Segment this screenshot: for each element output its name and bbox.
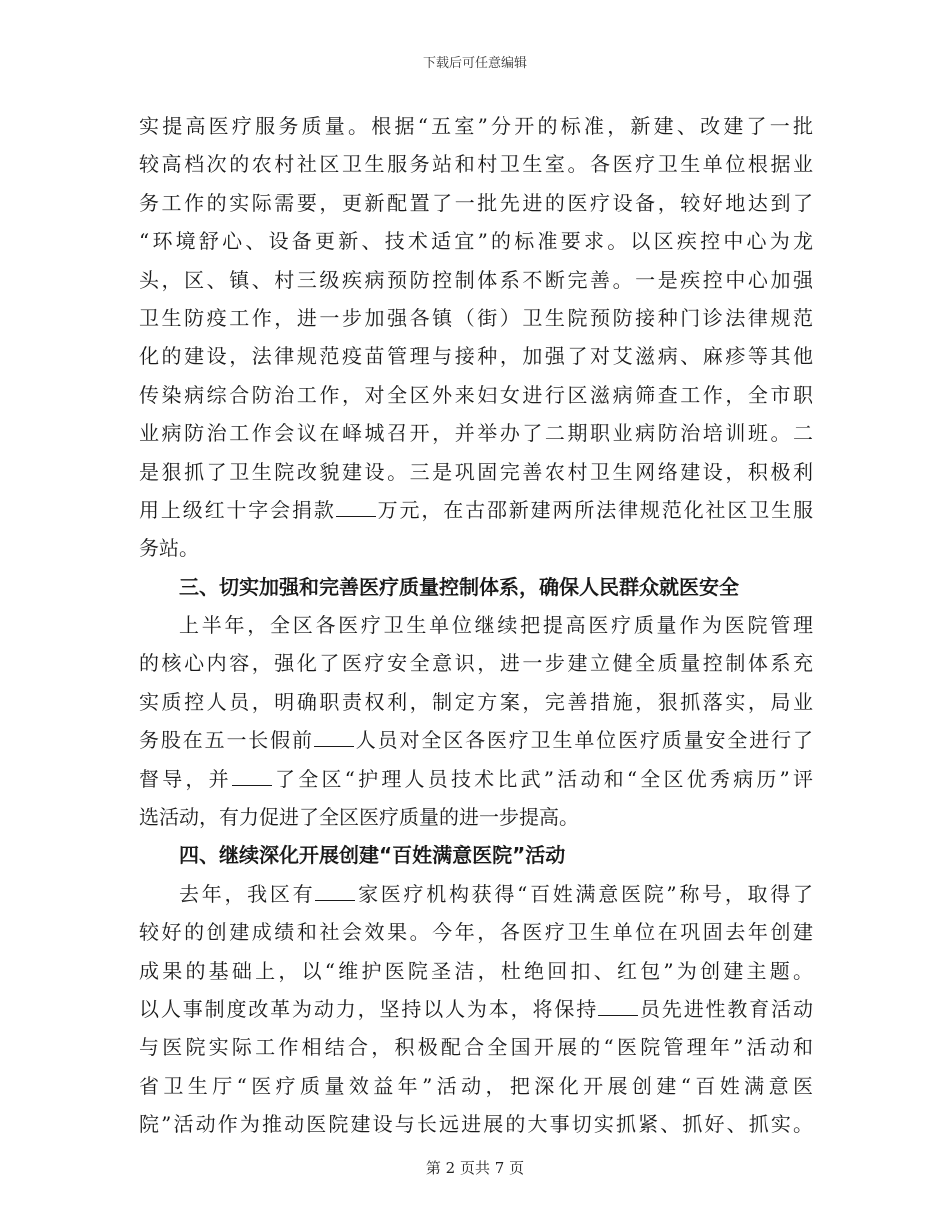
text-segment: 员先进性教育活动 <box>638 996 814 1021</box>
paragraph-line: 上半年，全区各医疗卫生单位继续把提高医疗质量作为医院管理 <box>179 613 813 638</box>
text-segment: 万元，在古邵新建两所法律规范化社区卫生服 <box>375 497 814 522</box>
fill-in-blank <box>315 880 355 901</box>
paragraph-line: 院”活动作为推动医院建设与长远进展的大事切实抓紧、抓好、抓实。 <box>139 1112 813 1137</box>
paragraph-line <box>139 491 813 529</box>
text-segment: 以人事制度改革为动力，坚持以人为本，将保持 <box>139 996 599 1021</box>
section-heading-3: 三、切实加强和完善医疗质量控制体系，确保人民群众就医安全 <box>179 574 739 599</box>
paragraph-line: “环境舒心、设备更新、技术适宜”的标准要求。以区疾控中心为龙 <box>139 229 813 254</box>
page-footer: 第 2 页共 7 页 <box>425 1159 525 1177</box>
text-segment: 用上级红十字会捐款 <box>139 497 336 522</box>
fill-in-blank <box>232 765 272 786</box>
text-segment: 去年，我区有 <box>179 881 316 906</box>
fill-in-blank <box>598 995 638 1016</box>
paragraph-line: 是狠抓了卫生院改貌建设。三是巩固完善农村卫生网络建设，积极利 <box>139 459 813 484</box>
paragraph-line: 较高档次的农村社区卫生服务站和村卫生室。各医疗卫生单位根据业 <box>139 152 813 177</box>
paragraph-line: 选活动，有力促进了全区医疗质量的进一步提高。 <box>139 805 579 830</box>
paragraph-line: 传染病综合防治工作，对全区外来妇女进行区滋病筛查工作，全市职 <box>139 382 813 407</box>
paragraph-line: 省卫生厅“医疗质量效益年”活动，把深化开展创建“百姓满意医 <box>139 1073 813 1098</box>
fill-in-blank <box>336 496 376 517</box>
paragraph-line: 实提高医疗服务质量。根据“五室”分开的标准，新建、改建了一批 <box>139 114 813 138</box>
paragraph-line: 头，区、镇、村三级疾病预防控制体系不断完善。一是疾控中心加强 <box>139 267 813 292</box>
paragraph-line: 较好的创建成绩和社会效果。今年，各医疗卫生单位在巩固去年创建 <box>139 920 813 945</box>
document-body <box>139 107 813 1144</box>
paragraph-line: 业病防治工作会议在峄城召开，并举办了二期职业病防治培训班。二 <box>139 421 813 446</box>
paragraph-line: 成果的基础上，以“维护医院圣洁，杜绝回扣、红包”为创建主题。 <box>139 958 813 983</box>
paragraph-line: 的核心内容，强化了医疗安全意识，进一步建立健全质量控制体系充 <box>139 651 813 676</box>
paragraph-line <box>139 760 813 798</box>
paragraph-line: 实质控人员，明确职责权利，制定方案，完善措施，狠抓落实，局业 <box>139 689 813 714</box>
text-segment: 了全区“护理人员技术比武”活动和“全区优秀病历”评 <box>271 766 813 791</box>
paragraph-line <box>139 875 813 913</box>
paragraph-line: 务站。 <box>139 536 199 561</box>
paragraph-line: 与医院实际工作相结合，积极配合全国开展的“医院管理年”活动和 <box>139 1035 813 1060</box>
paragraph-line: 务工作的实际需要，更新配置了一批先进的医疗设备，较好地达到了 <box>139 190 813 215</box>
text-segment: 人员对全区各医疗卫生单位医疗质量安全进行了 <box>353 728 814 753</box>
section-heading-4: 四、继续深化开展创建“百姓满意医院”活动 <box>179 843 566 868</box>
page-header: 下载后可任意编辑 <box>422 56 527 71</box>
text-segment: 务股在五一长假前 <box>139 728 314 753</box>
paragraph-line <box>139 721 813 759</box>
fill-in-blank <box>314 726 354 747</box>
text-segment: 督导，并 <box>139 766 232 791</box>
paragraph-line <box>139 990 813 1028</box>
text-segment: 家医疗机构获得“百姓满意医院”称号，取得了 <box>355 881 813 906</box>
paragraph-line: 化的建设，法律规范疫苗管理与接种，加强了对艾滋病、麻疹等其他 <box>139 344 813 369</box>
paragraph-line: 卫生防疫工作，进一步加强各镇（街）卫生院预防接种门诊法律规范 <box>139 305 813 330</box>
